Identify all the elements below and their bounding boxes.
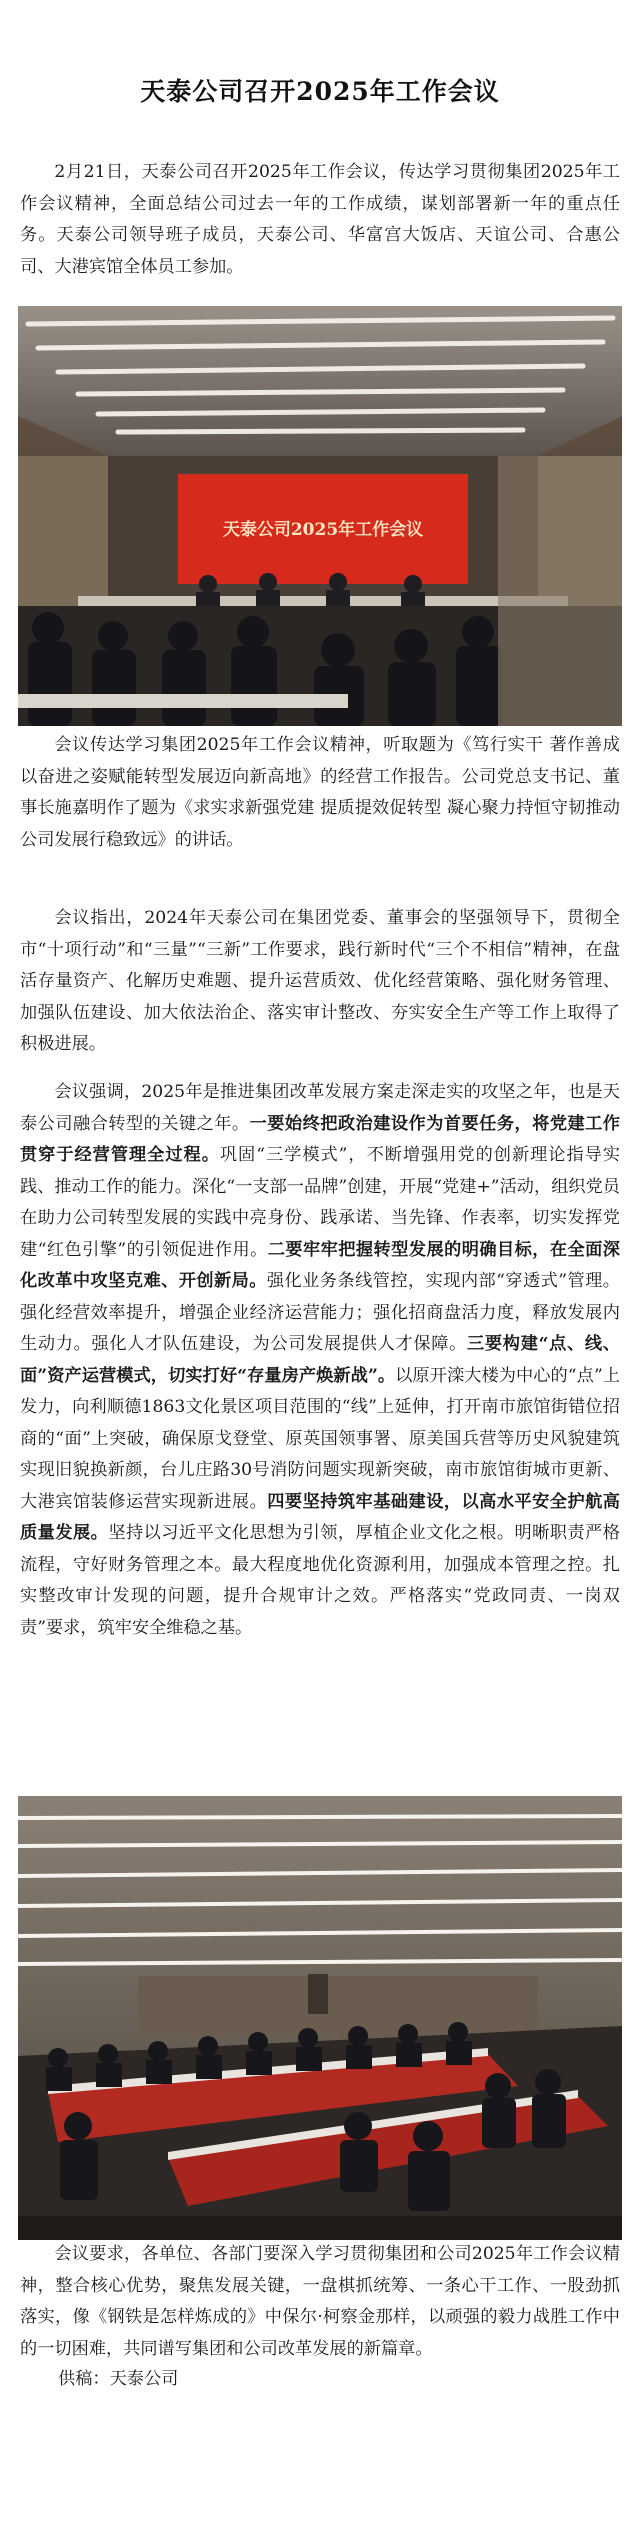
signature: 供稿：天泰公司 xyxy=(58,2369,179,2389)
text-run: 强化业务条线管控，实现内部“穿透式”管理。强化经营效率提升，增强企业经济运营能力；强化招商盘活力度，释放发展内生动力。强化人才队伍建设，为公司发展提供人才保障。 xyxy=(20,1271,620,1354)
meeting-photo-2 xyxy=(18,1796,622,2240)
bold-run: 四要坚持筑牢基础建设，以高水平安全护航高质量发展。 xyxy=(20,1491,620,1543)
paragraph-emphasis xyxy=(20,1077,620,1644)
text-run: 会议传达学习集团2025年工作会议精神，听取题为《笃行实干 著作善成 以奋进之姿赋能转型发展迈向新高地》的经营工作报告。公司党总支书记、董事长施嘉明作了题为《求实求新强党建 提质提效促转型 凝心聚力持恒守韧推动公司发展行稳致远》的讲话。 xyxy=(20,735,620,850)
paragraph-requirements xyxy=(20,2239,620,2365)
screen-banner-text: 天泰公司2025年工作会议 xyxy=(222,520,424,540)
text-run: 2月21日，天泰公司召开2025年工作会议，传达学习贯彻集团2025年工作会议精神，全面总结公司过去一年的工作成绩，谋划部署新一年的重点任务。天泰公司领导班子成员，天泰公司、华富宫大饭店、天谊公司、合惠公司、大港宾馆全体员工参加。 xyxy=(20,162,620,277)
text-run: 巩固“三学模式”，不断增强用党的创新理论指导实践、推动工作的能力。深化“一支部一品牌”创建，开展“党建+”活动，组织党员在助力公司转型发展的实践中亮身份、践承诺、当先锋、作表率，切实发挥党建“红色引擎”的引领促进作用。 xyxy=(20,1145,620,1260)
text-run: 会议强调，2025年是推进集团改革发展方案走深走实的攻坚之年，也是天泰公司融合转型的关键之年。 xyxy=(20,1082,620,1134)
bold-run: 三要构建“点、线、面”资产运营模式，切实打好“存量房产焕新战”。 xyxy=(20,1334,620,1386)
article-title: 天泰公司召开2025年工作会议 xyxy=(140,77,500,106)
text-run: 会议指出，2024年天泰公司在集团党委、董事会的坚强领导下，贯彻全市“十项行动”和“三量”“三新”工作要求，践行新时代“三个不相信”精神，在盘活存量资产、化解历史难题、提升运营质效、优化经营策略、强化财务管理、加强队伍建设、加大依法治企、落实审计整改、夯实安全生产等工作上取得了积极进展。 xyxy=(20,908,620,1054)
bold-run: 二要牢牢把握转型发展的明确目标，在全面深化改革中攻坚克难、开创新局。 xyxy=(20,1239,620,1291)
paragraph-report xyxy=(20,730,620,856)
text-run: 以原开滦大楼为中心的“点”上发力，向利顺德1863文化景区项目范围的“线”上延伸，打开南市旅馆街错位招商的“面”上突破，确保原戈登堂、原英国领事署、原美国兵营等历史风貌建筑实现旧貌换新颜，台儿庄路30号消防问题实现新突破，南市旅馆街城市更新、大港宾馆装修运营实现新进展。 xyxy=(20,1365,620,1512)
text-run: 坚持以习近平文化思想为引领，厚植企业文化之根。明晰职责严格流程，守好财务管理之本。最大程度地优化资源利用，加强成本管理之控。扎实整改审计发现的问题，提升合规审计之效。严格落实“党政同责、一岗双责”要求，筑牢安全维稳之基。 xyxy=(20,1523,620,1638)
text-run: 会议要求，各单位、各部门要深入学习贯彻集团和公司2025年工作会议精神，整合核心优势，聚焦发展关键，一盘棋抓统筹、一条心干工作、一股劲抓落实，像《钢铁是怎样炼成的》中保尔·柯察金那样，以顽强的毅力战胜工作中的一切困难，共同谱写集团和公司改革发展的新篇章。 xyxy=(20,2244,620,2359)
bold-run: 一要始终把政治建设作为首要任务，将党建工作贯穿于经营管理全过程。 xyxy=(20,1113,620,1165)
paragraph-review xyxy=(20,903,620,1061)
paragraph-intro xyxy=(20,157,620,283)
meeting-photo-1 xyxy=(18,306,622,726)
